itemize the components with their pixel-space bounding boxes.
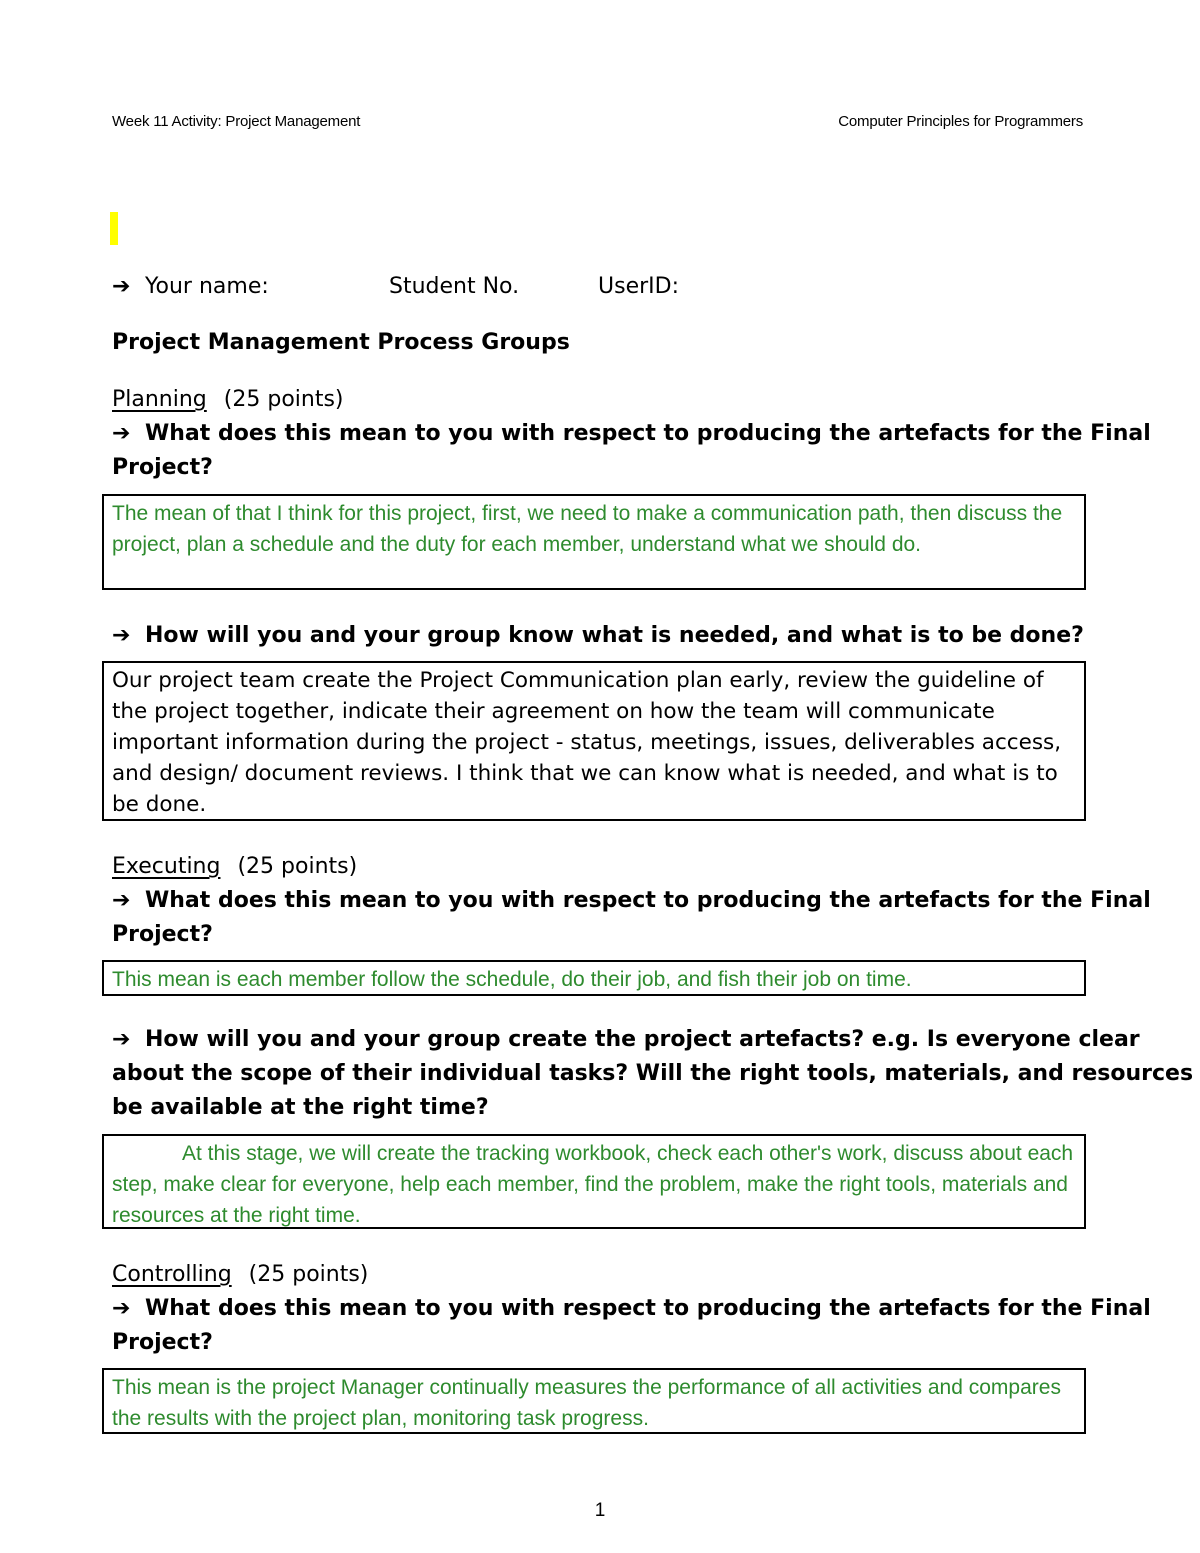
executing-question-2-line-3: be available at the right time? [112, 1095, 489, 1120]
student-info-row [112, 270, 1012, 304]
planning-question-1 [112, 417, 1151, 451]
executing-answer-2[interactable] [102, 1134, 1086, 1229]
controlling-heading-row [112, 1258, 368, 1292]
controlling-answer-1[interactable]: This mean is the project Manager continually measures the performance of all activities and compares the results with the project plan, monitoring task progress. [102, 1368, 1086, 1434]
executing-heading: Executing [112, 854, 221, 879]
executing-question-2-line-2: about the scope of their individual tasks? Will the right tools, materials, and resources [112, 1061, 1194, 1086]
planning-answer-1[interactable]: The mean of that I think for this project, first, we need to make a communication path, then discuss the project, plan a schedule and the duty for each member, understand what we should do. [102, 494, 1086, 590]
executing-points: (25 points) [237, 854, 358, 879]
arrow-icon: ➔ [112, 623, 131, 648]
controlling-question-1-text: What does this mean to you with respect to producing the artefacts for the Final [145, 1296, 1151, 1321]
executing-question-2-line-1 [112, 1023, 1140, 1057]
controlling-heading: Controlling [112, 1262, 232, 1287]
arrow-icon: ➔ [112, 1296, 131, 1321]
executing-question-1-cont: Project? [112, 922, 213, 947]
userid-label: UserID: [598, 274, 679, 299]
controlling-question-1-cont: Project? [112, 1330, 213, 1355]
planning-question-1-text: What does this mean to you with respect to producing the artefacts for the Final [145, 421, 1151, 446]
planning-heading: Planning [112, 387, 207, 412]
planning-question-2-text: How will you and your group know what is needed, and what is to be done? [145, 623, 1084, 648]
planning-question-2 [112, 619, 1084, 653]
planning-points: (25 points) [223, 387, 344, 412]
student-number-label: Student No. [389, 274, 520, 299]
executing-answer-2-text: At this stage, we will create the tracking workbook, check each other's work, discuss about each step, make clear for everyone, help each member, find the problem, make the right tools, materials and resources at the right time. [112, 1142, 1074, 1227]
executing-question-2-text: How will you and your group create the project artefacts? e.g. Is everyone clear [145, 1027, 1140, 1052]
controlling-question-1 [112, 1292, 1151, 1326]
arrow-icon: ➔ [112, 421, 131, 446]
planning-heading-row [112, 383, 344, 417]
section-title: Project Management Process Groups [112, 330, 570, 355]
planning-question-1-cont: Project? [112, 455, 213, 480]
executing-question-1 [112, 884, 1151, 918]
header-left-title: Week 11 Activity: Project Management [112, 113, 361, 130]
page-number: 1 [594, 1500, 606, 1521]
controlling-points: (25 points) [248, 1262, 369, 1287]
yellow-highlight-mark [110, 212, 118, 245]
executing-heading-row [112, 850, 357, 884]
your-name-label: Your name: [145, 274, 269, 299]
arrow-icon: ➔ [112, 888, 131, 913]
header-right-course: Computer Principles for Programmers [838, 113, 1083, 130]
arrow-icon: ➔ [112, 1027, 131, 1052]
planning-answer-2[interactable]: Our project team create the Project Communication plan early, review the guideline of the project together, indicate their agreement on how the team will communicate important information during the project - status, meetings, issues, deliverables access, and design/ document reviews. I think that we can know what is needed, and what is to be done. [102, 661, 1086, 821]
executing-question-1-text: What does this mean to you with respect to producing the artefacts for the Final [145, 888, 1151, 913]
arrow-icon: ➔ [112, 274, 131, 299]
executing-answer-1[interactable]: This mean is each member follow the schedule, do their job, and fish their job on time. [102, 960, 1086, 996]
